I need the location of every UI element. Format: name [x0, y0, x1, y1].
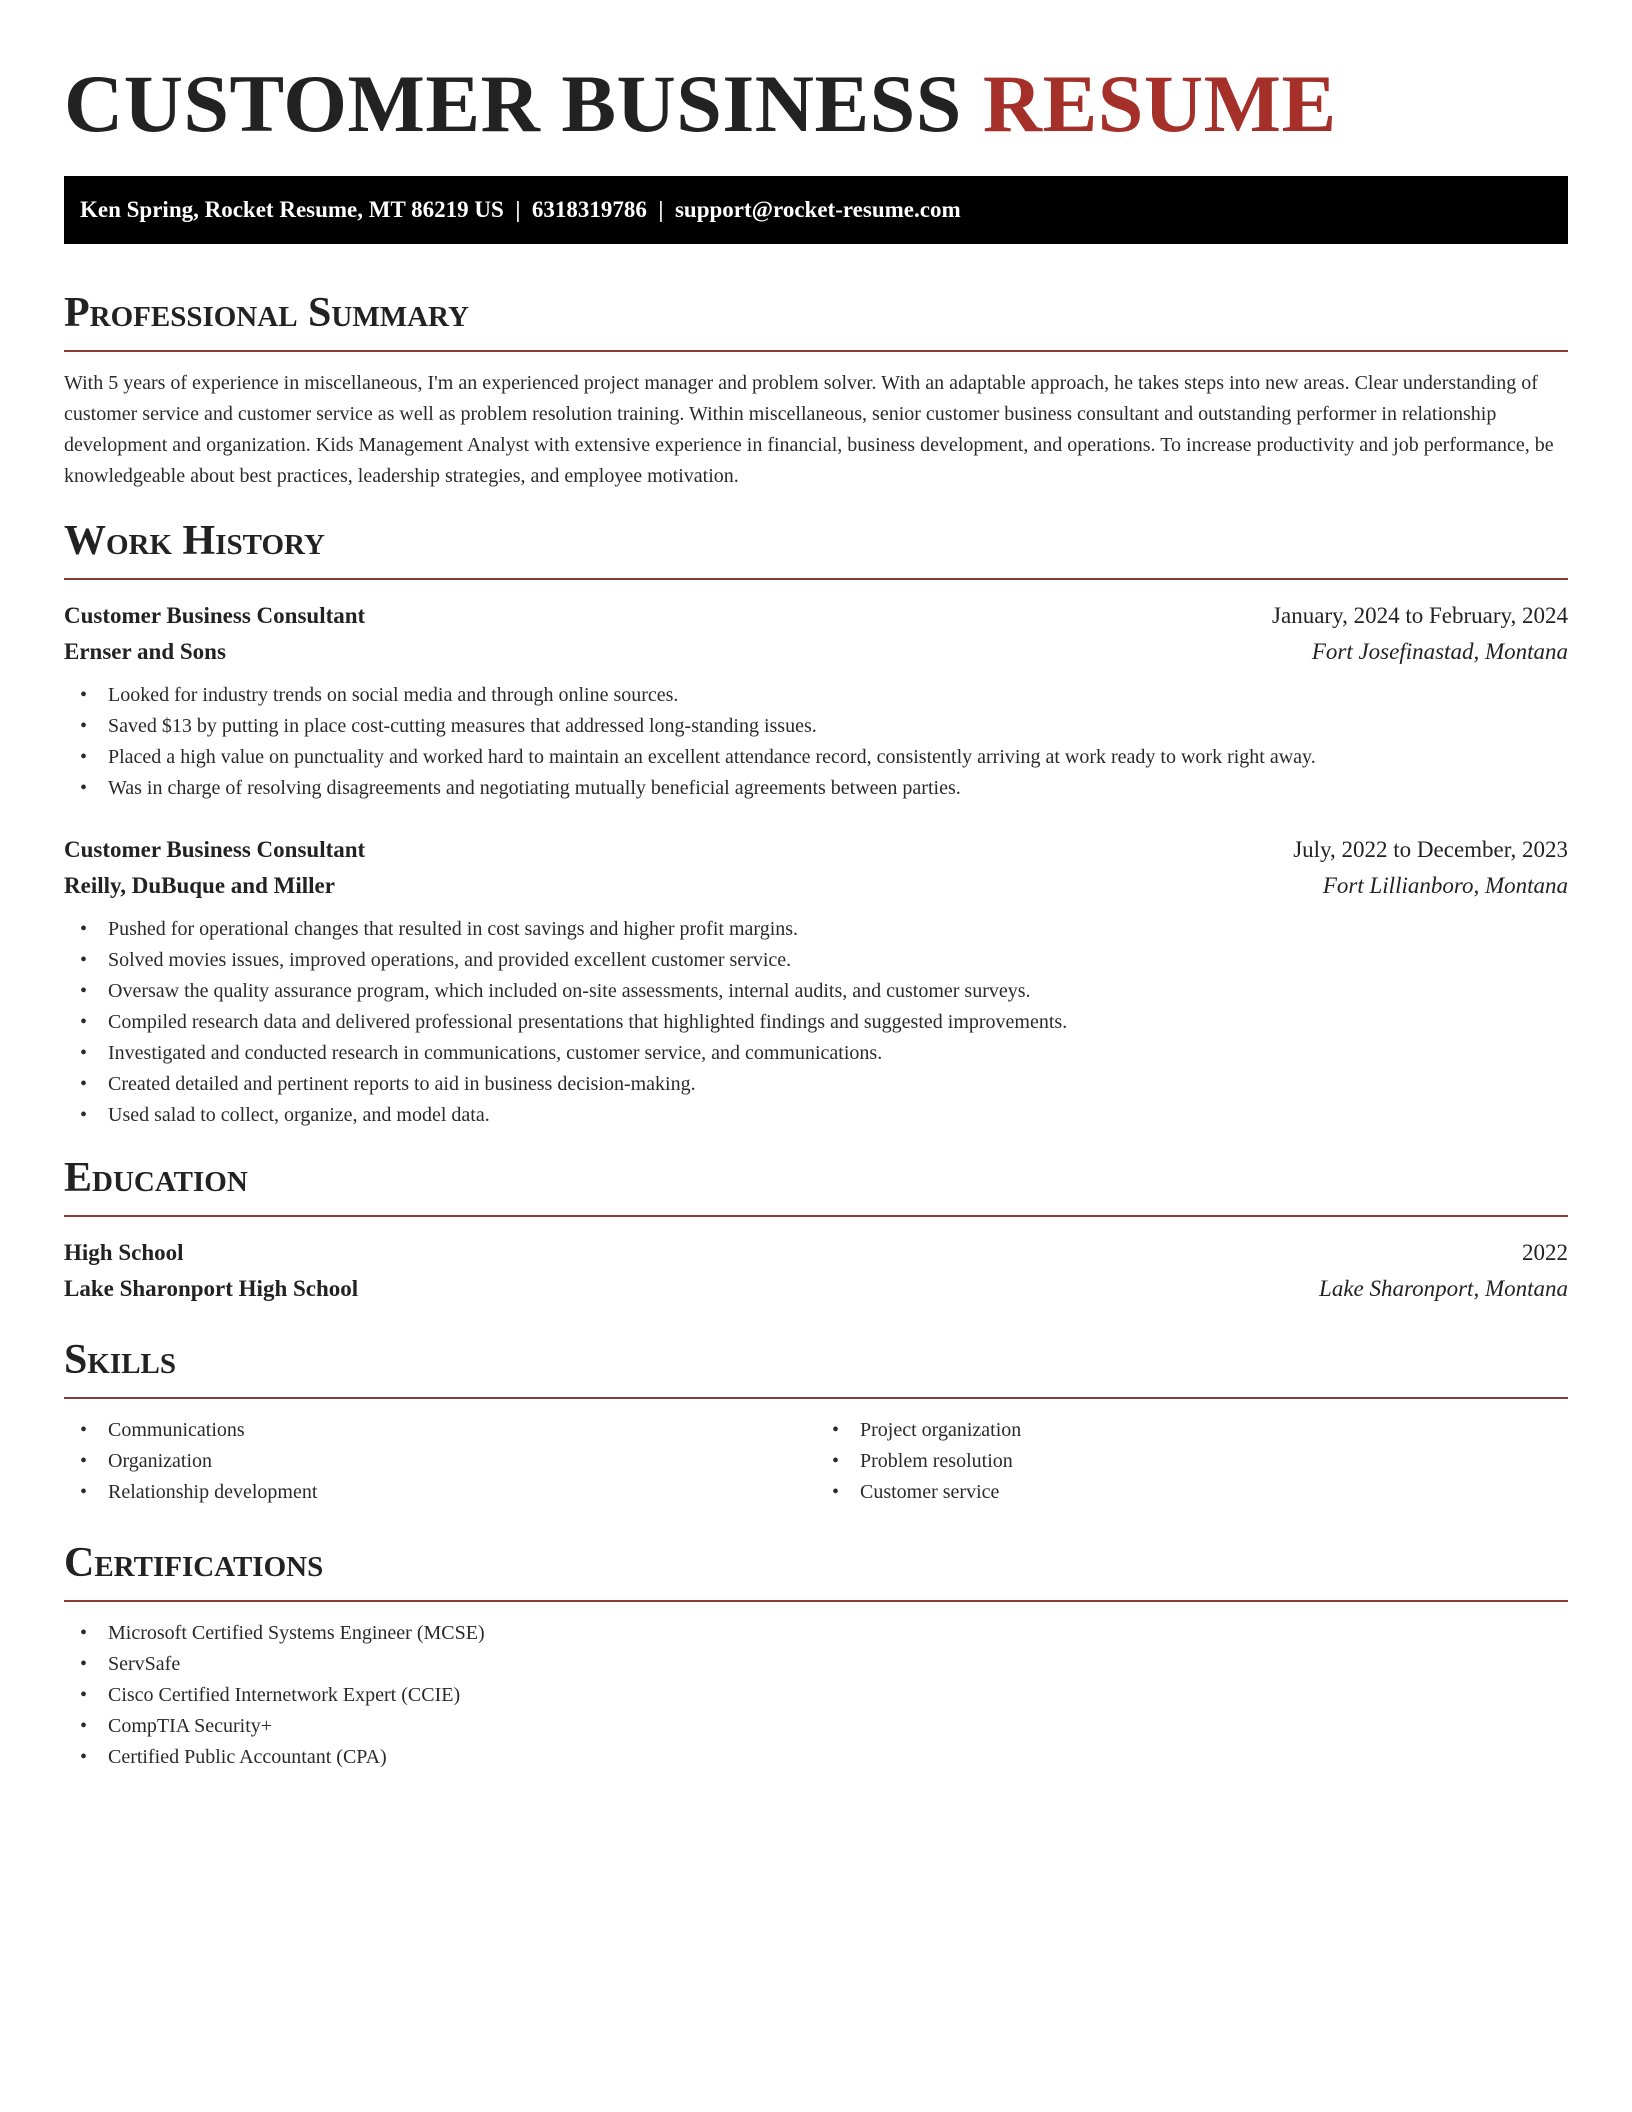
- job-bullet: • Compiled research data and delivered professional presentations that highlighted findings and suggested improvements.: [64, 1007, 1568, 1038]
- contact-phone: 6318319786: [531, 197, 647, 222]
- summary-text: With 5 years of experience in miscellaneous, I'm an experienced project manager and problem solver. With an adaptable approach, he takes steps into new areas. Clear understanding of customer service and customer service as well as problem resolution training. Within miscellaneous, senior customer business consultant and outstanding performer in relationship development and organization. Kids Management Analyst with extensive experience in financial, business development, and operations. To increase productivity and job performance, be knowledgeable about best practices, leadership strategies, and employee motivation.: [64, 372, 1554, 487]
- section-divider: [64, 1215, 1568, 1217]
- job-location: Fort Josefinastad, Montana: [1311, 639, 1568, 664]
- education-year: 2022: [1522, 1240, 1568, 1265]
- job-bullet: • Created detailed and pertinent reports to aid in business decision-making.: [64, 1069, 1568, 1100]
- section-title-education: Education: [64, 1155, 248, 1201]
- job-company: Reilly, DuBuque and Miller: [64, 873, 335, 898]
- contact-bar: [64, 176, 1568, 244]
- education-degree-row: [64, 1235, 1568, 1271]
- contact-separator: |: [646, 197, 675, 222]
- contact-address: Ken Spring, Rocket Resume, MT 86219 US: [80, 197, 504, 222]
- job-dates: January, 2024 to February, 2024: [1272, 603, 1568, 628]
- job-company: Ernser and Sons: [64, 639, 226, 664]
- certifications-section: [64, 1538, 1568, 1773]
- title-accent: RESUME: [982, 58, 1337, 149]
- job-bullets: [64, 914, 1568, 1131]
- education-entry: [64, 1235, 1568, 1307]
- contact-email: support@rocket-resume.com: [674, 197, 961, 222]
- job-bullet: • Investigated and conducted research in communications, customer service, and communications.: [64, 1038, 1568, 1069]
- job-title: Customer Business Consultant: [64, 603, 366, 628]
- certification-item: • ServSafe: [64, 1649, 1568, 1680]
- section-divider: [64, 350, 1568, 352]
- education-section: [64, 1153, 1568, 1307]
- job-bullet: • Was in charge of resolving disagreements and negotiating mutually beneficial agreements between parties.: [64, 773, 1568, 804]
- section-divider: [64, 578, 1568, 580]
- section-title-summary: Professional Summary: [64, 290, 469, 336]
- section-title-certifications: Certifications: [64, 1540, 324, 1586]
- job-title: Customer Business Consultant: [64, 837, 366, 862]
- skill-item: • Problem resolution: [816, 1446, 1568, 1477]
- section-divider: [64, 1600, 1568, 1602]
- job-bullet: • Oversaw the quality assurance program, which included on-site assessments, internal audits, and customer surveys.: [64, 976, 1568, 1007]
- section-title-skills: Skills: [64, 1337, 177, 1383]
- certifications-list: [64, 1618, 1568, 1773]
- education-school: Lake Sharonport High School: [64, 1276, 359, 1301]
- resume-title: [64, 56, 1568, 152]
- certification-item: • Certified Public Accountant (CPA): [64, 1742, 1568, 1773]
- certification-item: • Microsoft Certified Systems Engineer (MCSE): [64, 1618, 1568, 1649]
- job-header-row: [64, 598, 1568, 634]
- job-dates: July, 2022 to December, 2023: [1293, 837, 1568, 862]
- contact-separator: |: [503, 197, 532, 222]
- certification-item: • Cisco Certified Internetwork Expert (CCIE): [64, 1680, 1568, 1711]
- job-bullet: • Solved movies issues, improved operations, and provided excellent customer service.: [64, 945, 1568, 976]
- job-bullet: • Saved $13 by putting in place cost-cutting measures that addressed long-standing issues.: [64, 711, 1568, 742]
- work-history-section: [64, 516, 1568, 1131]
- summary-section: [64, 288, 1568, 492]
- job-company-row: [64, 634, 1568, 670]
- skill-item: • Customer service: [816, 1477, 1568, 1508]
- education-location: Lake Sharonport, Montana: [1319, 1276, 1568, 1301]
- skills-grid: [64, 1415, 1568, 1508]
- certification-item: • CompTIA Security+: [64, 1711, 1568, 1742]
- job-bullets: [64, 680, 1568, 804]
- job-bullet: • Used salad to collect, organize, and model data.: [64, 1100, 1568, 1131]
- education-school-row: [64, 1271, 1568, 1307]
- skill-item: • Relationship development: [64, 1477, 816, 1508]
- skill-item: • Communications: [64, 1415, 816, 1446]
- title-main: CUSTOMER BUSINESS: [64, 58, 983, 149]
- job-company-row: [64, 868, 1568, 904]
- skills-section: [64, 1335, 1568, 1508]
- job-entry: [64, 832, 1568, 1131]
- job-entry: [64, 598, 1568, 804]
- section-divider: [64, 1397, 1568, 1399]
- job-header-row: [64, 832, 1568, 868]
- skills-column-right: [816, 1415, 1568, 1508]
- job-bullet: • Looked for industry trends on social media and through online sources.: [64, 680, 1568, 711]
- job-location: Fort Lillianboro, Montana: [1322, 873, 1568, 898]
- education-degree: High School: [64, 1240, 184, 1265]
- skill-item: • Project organization: [816, 1415, 1568, 1446]
- job-bullet: • Placed a high value on punctuality and worked hard to maintain an excellent attendance record, consistently arriving at work ready to work right away.: [64, 742, 1568, 773]
- skills-column-left: [64, 1415, 816, 1508]
- skill-item: • Organization: [64, 1446, 816, 1477]
- section-title-work-history: Work History: [64, 518, 325, 564]
- job-bullet: • Pushed for operational changes that resulted in cost savings and higher profit margins.: [64, 914, 1568, 945]
